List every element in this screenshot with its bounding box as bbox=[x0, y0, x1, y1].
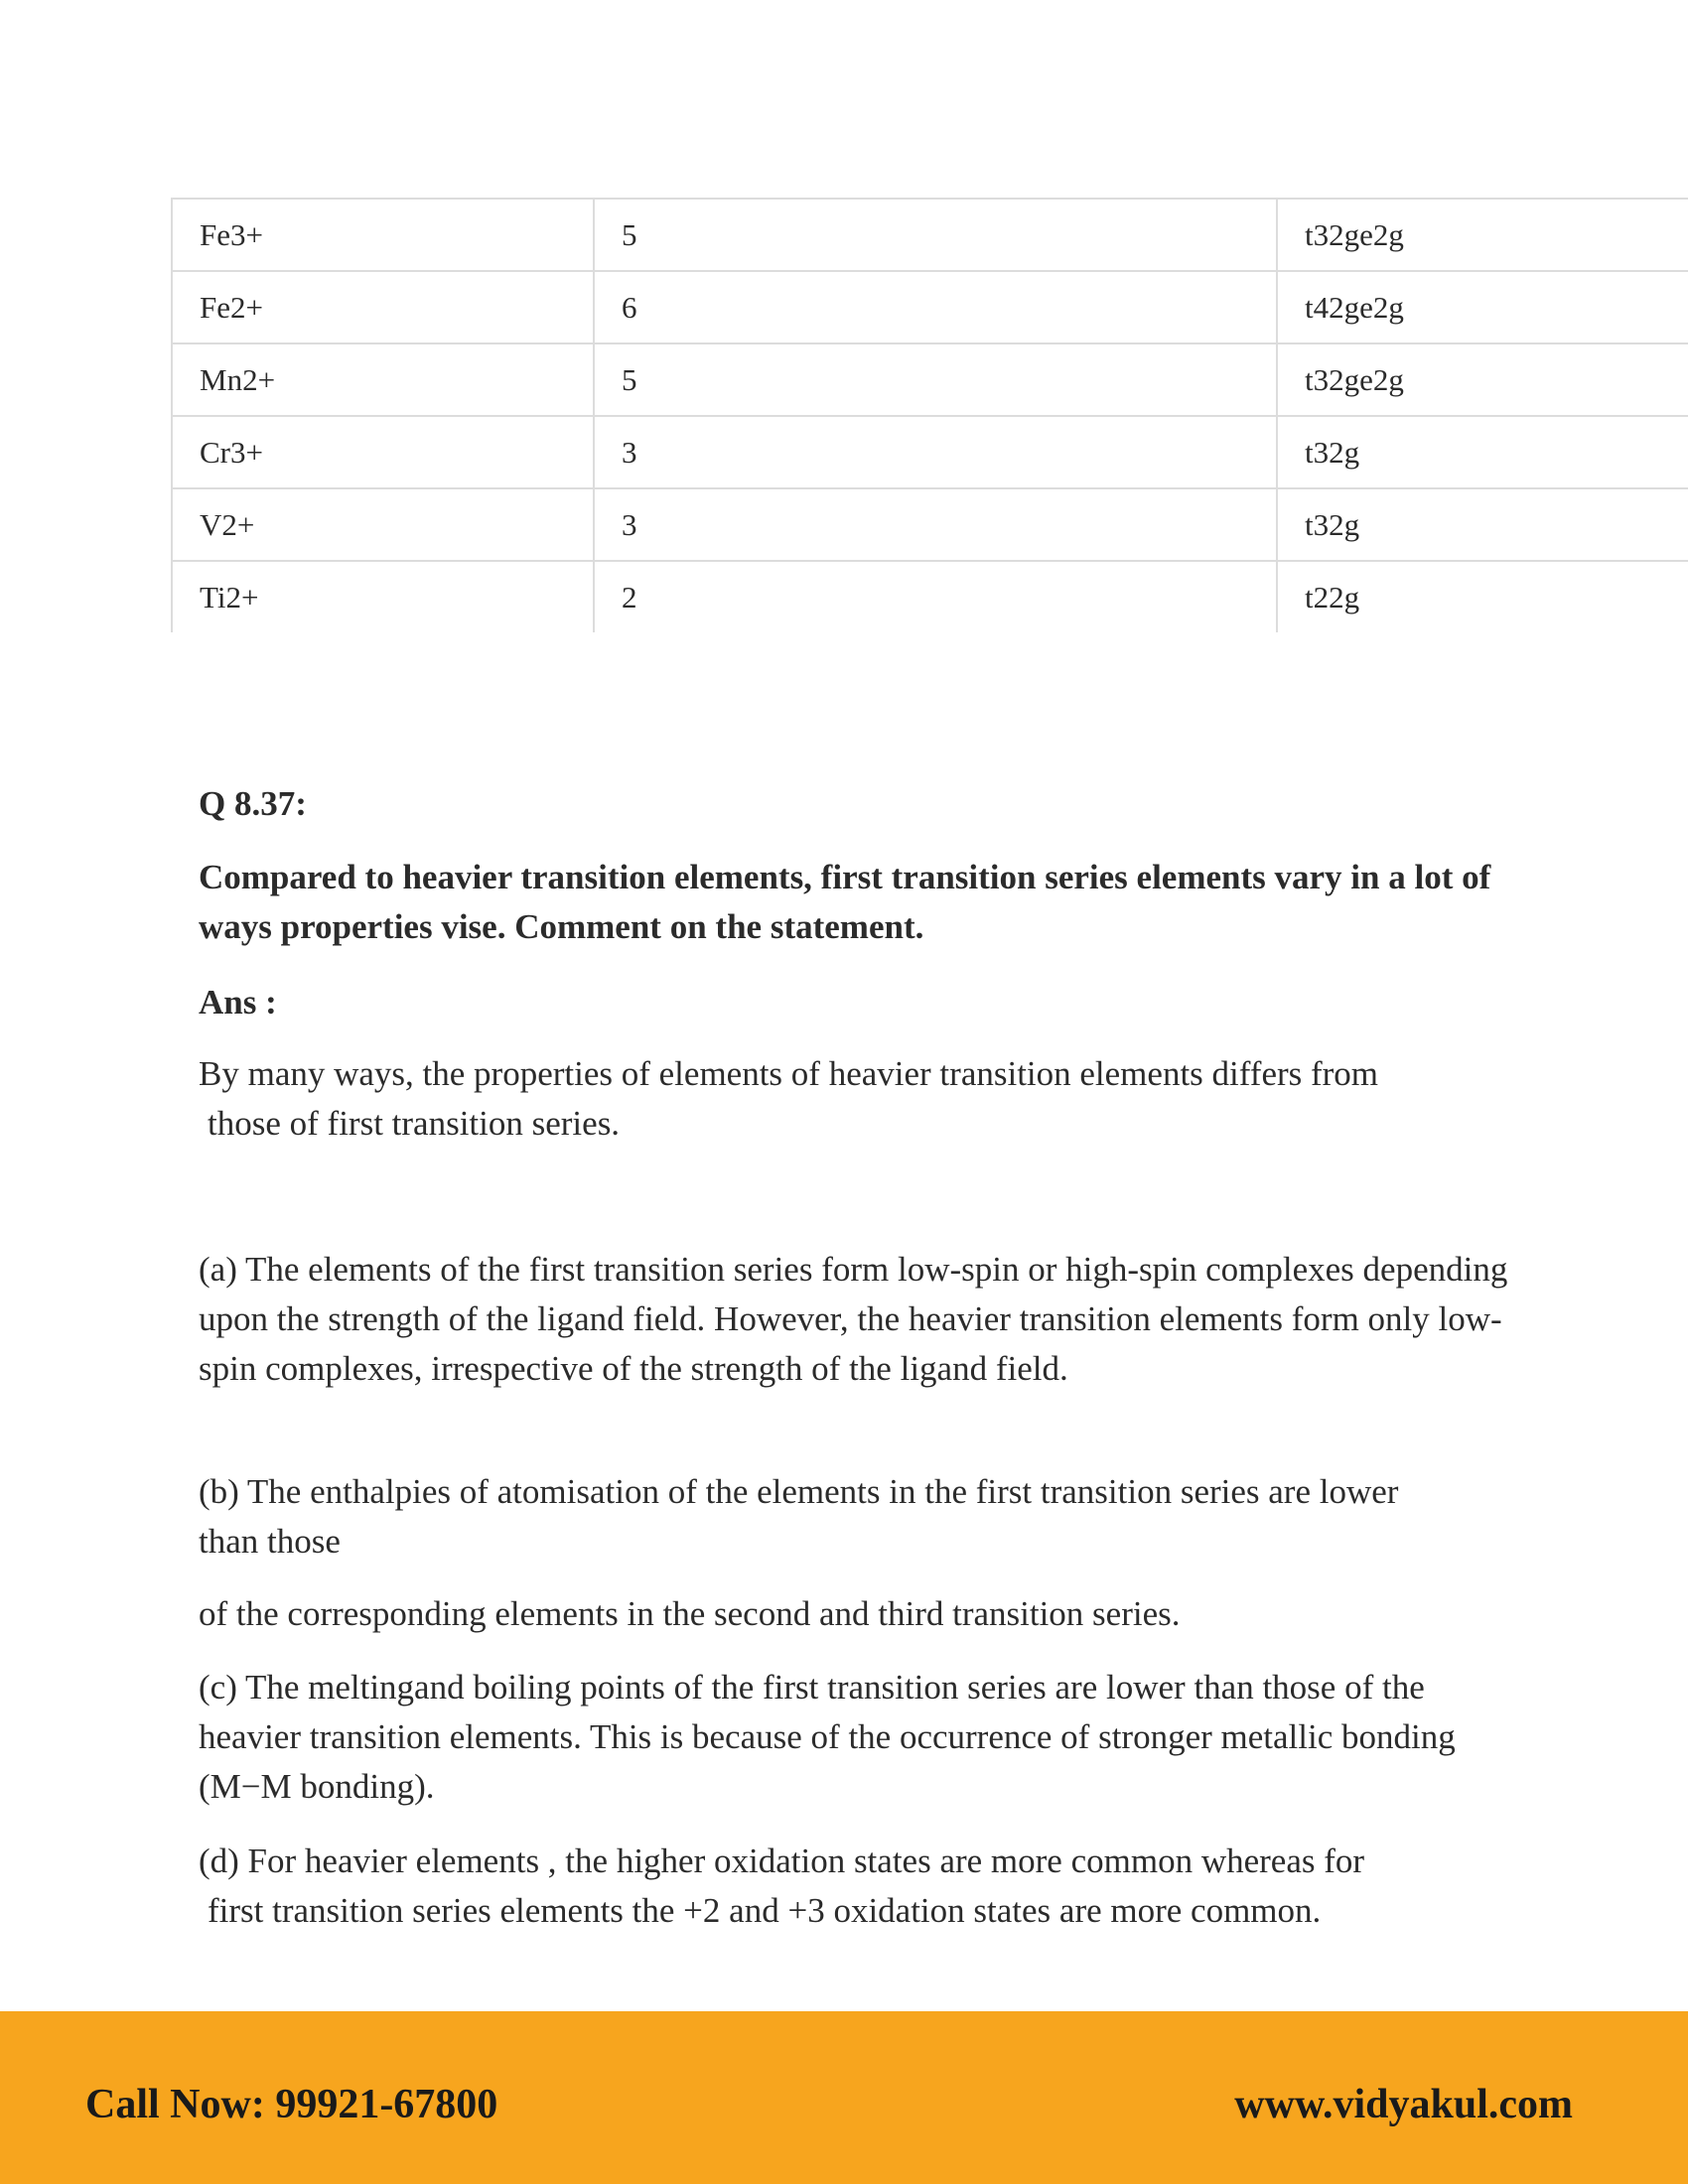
question-number: Q 8.37: bbox=[199, 784, 307, 823]
footer-website-link[interactable]: www.vidyakul.com bbox=[1234, 2082, 1573, 2127]
ion-cell: Mn2+ bbox=[172, 343, 594, 416]
configuration-cell: t32ge2g bbox=[1277, 199, 1688, 271]
table-row bbox=[172, 488, 1688, 561]
configuration-cell: t22g bbox=[1277, 561, 1688, 632]
electron-count-cell: 3 bbox=[594, 488, 1277, 561]
ion-cell: Ti2+ bbox=[172, 561, 594, 632]
electron-count-cell: 5 bbox=[594, 199, 1277, 271]
table-row bbox=[172, 271, 1688, 343]
ion-cell: V2+ bbox=[172, 488, 594, 561]
answer-intro-line-1: By many ways, the properties of elements of heavier transition elements differs from bbox=[199, 1054, 1379, 1093]
ion-configuration-table bbox=[171, 198, 1688, 632]
answer-label: Ans : bbox=[199, 983, 277, 1022]
configuration-cell: t32g bbox=[1277, 416, 1688, 488]
footer-phone[interactable]: Call Now: 99921-67800 bbox=[85, 2082, 498, 2127]
table-row bbox=[172, 343, 1688, 416]
electron-count-cell: 6 bbox=[594, 271, 1277, 343]
answer-point-b-line-1: (b) The enthalpies of atomisation of the elements in the first transition series are lower bbox=[199, 1472, 1399, 1511]
electron-count-cell: 3 bbox=[594, 416, 1277, 488]
question-text: Compared to heavier transition elements, first transition series elements vary in a lot of ways properties vise. Comment on the statement. bbox=[199, 858, 1491, 946]
table-row bbox=[172, 199, 1688, 271]
answer-intro-line-2: those of first transition series. bbox=[208, 1104, 621, 1143]
answer-point-d-line-1: (d) For heavier elements , the higher oxidation states are more common whereas for bbox=[199, 1842, 1365, 1880]
ion-cell: Fe3+ bbox=[172, 199, 594, 271]
answer-point-d-line-2: first transition series elements the +2 and +3 oxidation states are more common. bbox=[208, 1891, 1322, 1930]
configuration-cell: t42ge2g bbox=[1277, 271, 1688, 343]
answer-point-b-line-2: than those bbox=[199, 1522, 341, 1561]
answer-point-c: (c) The meltingand boiling points of the first transition series are lower than those of the heavier transition elements. This is because of the occurrence of stronger metallic bonding (M−M bonding). bbox=[199, 1668, 1456, 1806]
electron-count-cell: 2 bbox=[594, 561, 1277, 632]
ion-cell: Fe2+ bbox=[172, 271, 594, 343]
answer-point-a: (a) The elements of the first transition series form low-spin or high-spin complexes depending upon the strength of the ligand field. However, the heavier transition elements form only low-spin complexes, irrespective of the strength of the ligand field. bbox=[199, 1250, 1508, 1388]
table-row bbox=[172, 561, 1688, 632]
ion-cell: Cr3+ bbox=[172, 416, 594, 488]
footer-bar bbox=[0, 2011, 1688, 2184]
configuration-cell: t32ge2g bbox=[1277, 343, 1688, 416]
configuration-cell: t32g bbox=[1277, 488, 1688, 561]
answer-point-b-continued: of the corresponding elements in the second and third transition series. bbox=[199, 1594, 1181, 1633]
electron-count-cell: 5 bbox=[594, 343, 1277, 416]
table-row bbox=[172, 416, 1688, 488]
